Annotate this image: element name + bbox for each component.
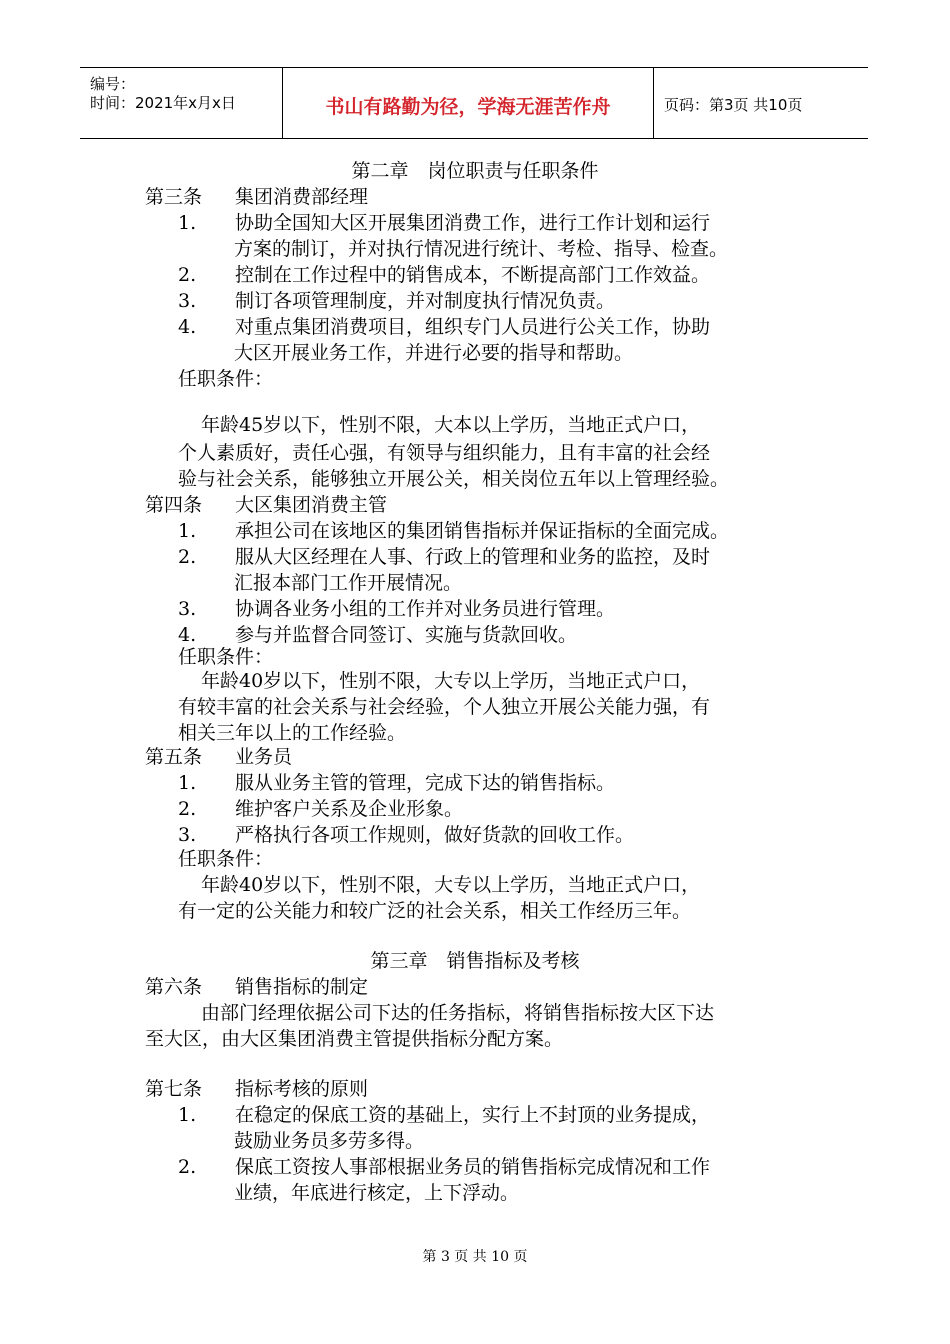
doc-date-label: 时间：2021年x月x日 <box>90 94 236 112</box>
item-text: 制订各项管理制度，并对制度执行情况负责。 <box>235 290 616 312</box>
requirements-text: 年龄45岁以下，性别不限，大本以上学历，当地正式户口， <box>201 414 701 436</box>
list-item <box>178 210 710 236</box>
list-item <box>178 770 615 796</box>
header-motto: 书山有路勤为径，学海无涯苦作舟 <box>325 96 611 118</box>
requirements-text: 年龄40岁以下，性别不限，大专以上学历，当地正式户口， <box>201 874 701 896</box>
header-page-cell <box>654 68 868 138</box>
chapter-2-title: 第二章 岗位职责与任职条件 <box>351 160 599 182</box>
article-5-heading <box>145 744 292 770</box>
header-page-label: 页码：第3页 共10页 <box>664 96 803 114</box>
document-header <box>80 67 868 139</box>
item-number: 2. <box>178 264 197 286</box>
item-number: 1. <box>178 1104 197 1126</box>
item-number: 2. <box>178 546 197 568</box>
item-text: 对重点集团消费项目，组织专门人员进行公关工作，协助 <box>235 316 711 338</box>
article-title: 大区集团消费主管 <box>235 494 388 516</box>
article-number: 第七条 <box>145 1078 203 1100</box>
article-6-heading <box>145 974 368 1000</box>
doc-number-label: 编号： <box>90 75 136 93</box>
article-4-heading <box>145 492 387 518</box>
list-item-continuation: 鼓励业务员多劳多得。 <box>234 1130 425 1152</box>
article-text: 由部门经理依据公司下达的任务指标，将销售指标按大区下达 <box>201 1002 715 1024</box>
requirements-text: 个人素质好，责任心强，有领导与组织能力，且有丰富的社会经 <box>178 442 711 464</box>
list-item <box>178 596 615 622</box>
article-number: 第四条 <box>145 494 203 516</box>
list-item-continuation: 业绩，年底进行核定，上下浮动。 <box>234 1182 520 1204</box>
requirements-text: 验与社会关系，能够独立开展公关，相关岗位五年以上管理经验。 <box>178 468 730 490</box>
item-text: 严格执行各项工作规则，做好货款的回收工作。 <box>235 824 635 846</box>
item-number: 1. <box>178 212 197 234</box>
article-3-heading <box>145 184 368 210</box>
requirements-label: 任职条件： <box>178 368 274 390</box>
requirements-text: 有一定的公关能力和较广泛的社会关系，相关工作经历三年。 <box>178 900 692 922</box>
item-text: 维护客户关系及企业形象。 <box>235 798 464 820</box>
item-text: 在稳定的保底工资的基础上，实行上不封顶的业务提成， <box>235 1104 711 1126</box>
item-text: 参与并监督合同签订、实施与货款回收。 <box>235 624 578 646</box>
list-item <box>178 314 710 340</box>
requirements-text: 相关三年以上的工作经验。 <box>178 722 407 744</box>
list-item <box>178 288 615 314</box>
item-number: 3. <box>178 824 197 846</box>
list-item <box>178 544 710 570</box>
requirements-text: 年龄40岁以下，性别不限，大专以上学历，当地正式户口， <box>201 670 701 692</box>
list-item <box>178 822 634 848</box>
article-number: 第三条 <box>145 186 203 208</box>
item-number: 1. <box>178 772 197 794</box>
list-item <box>178 796 463 822</box>
header-motto-cell <box>283 68 654 138</box>
item-text: 控制在工作过程中的销售成本，不断提高部门工作效益。 <box>235 264 711 286</box>
item-text: 服从大区经理在人事、行政上的管理和业务的监控，及时 <box>235 546 711 568</box>
list-item <box>178 518 729 544</box>
list-item-continuation: 大区开展业务工作，并进行必要的指导和帮助。 <box>234 342 634 364</box>
list-item <box>178 262 710 288</box>
item-text: 服从业务主管的管理，完成下达的销售指标。 <box>235 772 616 794</box>
item-number: 3. <box>178 598 197 620</box>
list-item-continuation: 汇报本部门工作开展情况。 <box>234 572 463 594</box>
item-text: 协调各业务小组的工作并对业务员进行管理。 <box>235 598 616 620</box>
article-number: 第六条 <box>145 976 203 998</box>
item-number: 4. <box>178 316 197 338</box>
article-text: 至大区，由大区集团消费主管提供指标分配方案。 <box>145 1028 564 1050</box>
article-title: 业务员 <box>235 746 293 768</box>
article-title: 集团消费部经理 <box>235 186 369 208</box>
list-item <box>178 1102 710 1128</box>
item-text: 保底工资按人事部根据业务员的销售指标完成情况和工作 <box>235 1156 711 1178</box>
requirements-label: 任职条件： <box>178 646 274 668</box>
article-number: 第五条 <box>145 746 203 768</box>
requirements-text: 有较丰富的社会关系与社会经验，个人独立开展公关能力强，有 <box>178 696 711 718</box>
article-7-heading <box>145 1076 368 1102</box>
item-text: 承担公司在该地区的集团销售指标并保证指标的全面完成。 <box>235 520 730 542</box>
requirements-label: 任职条件： <box>178 848 274 870</box>
item-number: 2. <box>178 1156 197 1178</box>
header-meta-cell <box>80 68 283 138</box>
item-number: 4. <box>178 624 197 646</box>
list-item <box>178 1154 710 1180</box>
item-number: 1. <box>178 520 197 542</box>
item-number: 3. <box>178 290 197 312</box>
page-footer: 第 3 页 共 10 页 <box>422 1249 528 1265</box>
chapter-3-title: 第三章 销售指标及考核 <box>370 950 580 972</box>
list-item-continuation: 方案的制订，并对执行情况进行统计、考检、指导、检查。 <box>234 238 729 260</box>
article-title: 销售指标的制定 <box>235 976 369 998</box>
article-title: 指标考核的原则 <box>235 1078 369 1100</box>
item-text: 协助全国知大区开展集团消费工作，进行工作计划和运行 <box>235 212 711 234</box>
item-number: 2. <box>178 798 197 820</box>
